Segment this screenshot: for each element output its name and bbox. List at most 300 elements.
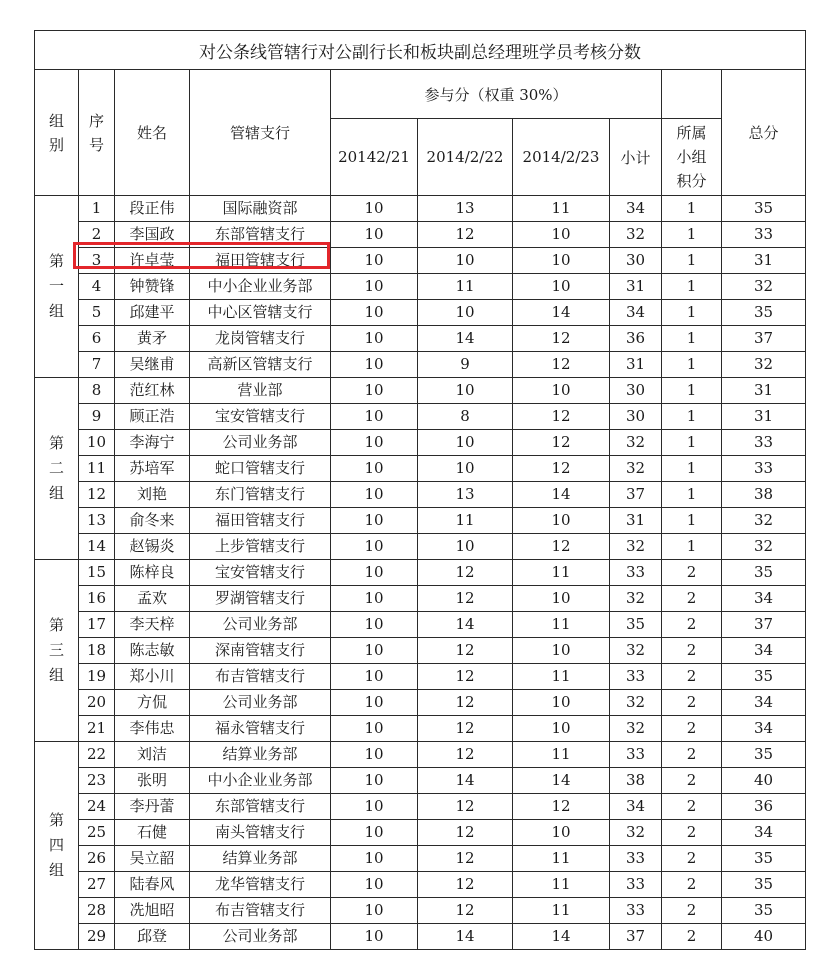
group-points-cell: 2 [662,690,722,716]
table-row [35,820,806,846]
name-cell: 钟赞锋 [115,274,190,300]
table-row [35,664,806,690]
date1-cell: 10 [331,274,418,300]
table-row [35,612,806,638]
date1-cell: 10 [331,768,418,794]
header-group-points: 所属 小组 积分 [662,119,722,196]
date2-cell: 11 [418,508,513,534]
branch-cell: 高新区管辖支行 [190,352,331,378]
subtotal-cell: 32 [610,820,662,846]
seq-cell: 9 [79,404,115,430]
table-row [35,534,806,560]
group-label: 第 二 组 [35,378,79,560]
date2-cell: 13 [418,196,513,222]
date2-cell: 10 [418,534,513,560]
seq-cell: 7 [79,352,115,378]
header-date-3: 2014/2/23 [513,119,610,196]
total-cell: 34 [722,820,806,846]
branch-cell: 布吉管辖支行 [190,664,331,690]
name-cell: 冼旭昭 [115,898,190,924]
seq-cell: 1 [79,196,115,222]
branch-cell: 中心区管辖支行 [190,300,331,326]
table-row [35,456,806,482]
date1-cell: 10 [331,924,418,950]
seq-cell: 28 [79,898,115,924]
branch-cell: 福永管辖支行 [190,716,331,742]
date2-cell: 12 [418,560,513,586]
name-cell: 邱登 [115,924,190,950]
date3-cell: 10 [513,508,610,534]
branch-cell: 罗湖管辖支行 [190,586,331,612]
branch-cell: 宝安管辖支行 [190,404,331,430]
date2-cell: 13 [418,482,513,508]
seq-cell: 14 [79,534,115,560]
table-row [35,222,806,248]
total-cell: 32 [722,508,806,534]
subtotal-cell: 32 [610,716,662,742]
date1-cell: 10 [331,534,418,560]
seq-cell: 23 [79,768,115,794]
branch-cell: 营业部 [190,378,331,404]
table-row [35,274,806,300]
total-cell: 35 [722,560,806,586]
table-row [35,586,806,612]
date2-cell: 14 [418,612,513,638]
name-cell: 顾正浩 [115,404,190,430]
date3-cell: 10 [513,820,610,846]
date1-cell: 10 [331,716,418,742]
table-row [35,872,806,898]
date2-cell: 10 [418,430,513,456]
date3-cell: 10 [513,638,610,664]
date3-cell: 14 [513,482,610,508]
name-cell: 吴继甫 [115,352,190,378]
date1-cell: 10 [331,898,418,924]
name-cell: 孟欢 [115,586,190,612]
group-points-cell: 1 [662,196,722,222]
branch-cell: 深南管辖支行 [190,638,331,664]
subtotal-cell: 33 [610,742,662,768]
date3-cell: 10 [513,716,610,742]
group-label: 第 三 组 [35,560,79,742]
seq-cell: 20 [79,690,115,716]
seq-cell: 25 [79,820,115,846]
seq-cell: 24 [79,794,115,820]
subtotal-cell: 38 [610,768,662,794]
seq-cell: 29 [79,924,115,950]
date3-cell: 11 [513,898,610,924]
seq-cell: 15 [79,560,115,586]
header-spacer [662,70,722,119]
branch-cell: 中小企业业务部 [190,274,331,300]
seq-cell: 27 [79,872,115,898]
table-row [35,300,806,326]
table-row [35,898,806,924]
table-row [35,248,806,274]
subtotal-cell: 33 [610,846,662,872]
subtotal-cell: 37 [610,924,662,950]
date1-cell: 10 [331,820,418,846]
group-points-cell: 1 [662,378,722,404]
group-points-cell: 2 [662,924,722,950]
group-points-cell: 2 [662,872,722,898]
total-cell: 33 [722,456,806,482]
date3-cell: 14 [513,924,610,950]
date2-cell: 8 [418,404,513,430]
date3-cell: 12 [513,794,610,820]
subtotal-cell: 32 [610,586,662,612]
date3-cell: 11 [513,742,610,768]
group-points-cell: 2 [662,846,722,872]
branch-cell: 东部管辖支行 [190,222,331,248]
subtotal-cell: 30 [610,404,662,430]
date2-cell: 9 [418,352,513,378]
date2-cell: 10 [418,456,513,482]
date3-cell: 12 [513,456,610,482]
date2-cell: 14 [418,768,513,794]
total-cell: 31 [722,248,806,274]
total-cell: 35 [722,872,806,898]
subtotal-cell: 31 [610,508,662,534]
name-cell: 李海宁 [115,430,190,456]
date3-cell: 14 [513,300,610,326]
name-cell: 黄矛 [115,326,190,352]
date1-cell: 10 [331,404,418,430]
date2-cell: 12 [418,742,513,768]
subtotal-cell: 33 [610,872,662,898]
date3-cell: 11 [513,664,610,690]
subtotal-cell: 35 [610,612,662,638]
group-points-cell: 2 [662,716,722,742]
date3-cell: 11 [513,846,610,872]
name-cell: 段正伟 [115,196,190,222]
total-cell: 35 [722,664,806,690]
branch-cell: 南头管辖支行 [190,820,331,846]
total-cell: 33 [722,222,806,248]
date1-cell: 10 [331,508,418,534]
date2-cell: 10 [418,378,513,404]
name-cell: 李伟忠 [115,716,190,742]
date2-cell: 10 [418,248,513,274]
table-row [35,716,806,742]
date2-cell: 12 [418,846,513,872]
date1-cell: 10 [331,612,418,638]
table-title: 对公条线管辖行对公副行长和板块副总经理班学员考核分数 [35,31,806,70]
name-cell: 陈梓良 [115,560,190,586]
total-cell: 34 [722,638,806,664]
group-points-cell: 2 [662,820,722,846]
date3-cell: 10 [513,378,610,404]
name-cell: 吴立韶 [115,846,190,872]
group-points-cell: 1 [662,274,722,300]
name-cell: 范红林 [115,378,190,404]
date1-cell: 10 [331,794,418,820]
date2-cell: 12 [418,222,513,248]
date3-cell: 11 [513,872,610,898]
branch-cell: 公司业务部 [190,924,331,950]
name-cell: 石健 [115,820,190,846]
name-cell: 赵锡炎 [115,534,190,560]
date3-cell: 12 [513,430,610,456]
group-points-cell: 1 [662,404,722,430]
name-cell: 李国政 [115,222,190,248]
group-points-cell: 2 [662,898,722,924]
seq-cell: 18 [79,638,115,664]
date1-cell: 10 [331,560,418,586]
date2-cell: 12 [418,664,513,690]
date3-cell: 10 [513,248,610,274]
group-points-cell: 1 [662,508,722,534]
group-points-cell: 1 [662,300,722,326]
subtotal-cell: 32 [610,430,662,456]
date1-cell: 10 [331,352,418,378]
branch-cell: 中小企业业务部 [190,768,331,794]
name-cell: 苏培军 [115,456,190,482]
table-body [35,196,806,950]
table-row [35,508,806,534]
subtotal-cell: 32 [610,456,662,482]
subtotal-cell: 36 [610,326,662,352]
subtotal-cell: 32 [610,690,662,716]
date1-cell: 10 [331,638,418,664]
date1-cell: 10 [331,690,418,716]
table-row [35,196,806,222]
date3-cell: 12 [513,534,610,560]
table-row [35,924,806,950]
date2-cell: 14 [418,326,513,352]
group-points-cell: 2 [662,742,722,768]
seq-cell: 16 [79,586,115,612]
date2-cell: 12 [418,690,513,716]
branch-cell: 结算业务部 [190,846,331,872]
subtotal-cell: 32 [610,638,662,664]
date3-cell: 12 [513,326,610,352]
subtotal-cell: 31 [610,352,662,378]
total-cell: 35 [722,300,806,326]
date1-cell: 10 [331,586,418,612]
total-cell: 31 [722,404,806,430]
seq-cell: 4 [79,274,115,300]
header-branch: 管辖支行 [190,70,331,196]
date3-cell: 10 [513,690,610,716]
seq-cell: 8 [79,378,115,404]
date1-cell: 10 [331,430,418,456]
date1-cell: 10 [331,222,418,248]
total-cell: 33 [722,430,806,456]
date2-cell: 12 [418,820,513,846]
group-points-cell: 2 [662,560,722,586]
name-cell: 李天梓 [115,612,190,638]
total-cell: 40 [722,768,806,794]
date2-cell: 12 [418,898,513,924]
date1-cell: 10 [331,846,418,872]
total-cell: 35 [722,196,806,222]
date1-cell: 10 [331,248,418,274]
name-cell: 刘洁 [115,742,190,768]
branch-cell: 东门管辖支行 [190,482,331,508]
date3-cell: 12 [513,352,610,378]
subtotal-cell: 34 [610,300,662,326]
seq-cell: 3 [79,248,115,274]
group-points-cell: 1 [662,352,722,378]
date3-cell: 11 [513,612,610,638]
group-points-cell: 1 [662,534,722,560]
table-row [35,326,806,352]
table-row [35,430,806,456]
date2-cell: 14 [418,924,513,950]
seq-cell: 5 [79,300,115,326]
branch-cell: 上步管辖支行 [190,534,331,560]
branch-cell: 福田管辖支行 [190,248,331,274]
subtotal-cell: 33 [610,898,662,924]
subtotal-cell: 31 [610,274,662,300]
group-points-cell: 1 [662,326,722,352]
table-row [35,560,806,586]
group-points-cell: 1 [662,222,722,248]
date2-cell: 12 [418,794,513,820]
subtotal-cell: 33 [610,664,662,690]
name-cell: 邱建平 [115,300,190,326]
name-cell: 郑小川 [115,664,190,690]
branch-cell: 龙华管辖支行 [190,872,331,898]
name-cell: 刘艳 [115,482,190,508]
date2-cell: 12 [418,716,513,742]
total-cell: 35 [722,898,806,924]
header-name: 姓名 [115,70,190,196]
date3-cell: 10 [513,274,610,300]
header-subtotal: 小计 [610,119,662,196]
header-group: 组 别 [35,70,79,196]
total-cell: 40 [722,924,806,950]
total-cell: 38 [722,482,806,508]
total-cell: 37 [722,326,806,352]
date1-cell: 10 [331,196,418,222]
date2-cell: 12 [418,638,513,664]
date3-cell: 11 [513,560,610,586]
branch-cell: 布吉管辖支行 [190,898,331,924]
date1-cell: 10 [331,378,418,404]
table-row [35,378,806,404]
branch-cell: 结算业务部 [190,742,331,768]
name-cell: 李丹蕾 [115,794,190,820]
date3-cell: 14 [513,768,610,794]
subtotal-cell: 33 [610,560,662,586]
date1-cell: 10 [331,872,418,898]
subtotal-cell: 30 [610,248,662,274]
table-row [35,638,806,664]
score-table [34,30,806,950]
branch-cell: 龙岗管辖支行 [190,326,331,352]
branch-cell: 国际融资部 [190,196,331,222]
seq-cell: 19 [79,664,115,690]
subtotal-cell: 32 [610,534,662,560]
group-points-cell: 2 [662,586,722,612]
group-label: 第 四 组 [35,742,79,950]
seq-cell: 11 [79,456,115,482]
name-cell: 张明 [115,768,190,794]
seq-cell: 17 [79,612,115,638]
date1-cell: 10 [331,664,418,690]
header-date-2: 2014/2/22 [418,119,513,196]
table-row [35,768,806,794]
total-cell: 37 [722,612,806,638]
subtotal-cell: 34 [610,196,662,222]
group-label: 第 一 组 [35,196,79,378]
table-row [35,794,806,820]
date1-cell: 10 [331,300,418,326]
date2-cell: 11 [418,274,513,300]
group-points-cell: 1 [662,482,722,508]
subtotal-cell: 34 [610,794,662,820]
name-cell: 俞冬来 [115,508,190,534]
total-cell: 32 [722,352,806,378]
branch-cell: 公司业务部 [190,612,331,638]
header-total: 总分 [722,70,806,196]
table-row [35,404,806,430]
name-cell: 方侃 [115,690,190,716]
name-cell: 许卓莹 [115,248,190,274]
seq-cell: 22 [79,742,115,768]
header-date-1: 20142/21 [331,119,418,196]
group-points-cell: 1 [662,248,722,274]
total-cell: 36 [722,794,806,820]
total-cell: 34 [722,586,806,612]
date3-cell: 10 [513,222,610,248]
table-row [35,690,806,716]
seq-cell: 13 [79,508,115,534]
group-points-cell: 2 [662,664,722,690]
date3-cell: 10 [513,586,610,612]
table-row [35,846,806,872]
subtotal-cell: 30 [610,378,662,404]
date1-cell: 10 [331,326,418,352]
group-points-cell: 2 [662,768,722,794]
total-cell: 34 [722,690,806,716]
date2-cell: 12 [418,586,513,612]
date3-cell: 12 [513,404,610,430]
table-row [35,742,806,768]
table-row [35,352,806,378]
total-cell: 32 [722,274,806,300]
branch-cell: 公司业务部 [190,690,331,716]
date2-cell: 12 [418,872,513,898]
group-points-cell: 1 [662,456,722,482]
group-points-cell: 2 [662,638,722,664]
total-cell: 31 [722,378,806,404]
total-cell: 34 [722,716,806,742]
seq-cell: 10 [79,430,115,456]
group-points-cell: 1 [662,430,722,456]
header-seq: 序 号 [79,70,115,196]
branch-cell: 宝安管辖支行 [190,560,331,586]
subtotal-cell: 32 [610,222,662,248]
name-cell: 陈志敏 [115,638,190,664]
seq-cell: 26 [79,846,115,872]
date1-cell: 10 [331,456,418,482]
seq-cell: 12 [79,482,115,508]
branch-cell: 东部管辖支行 [190,794,331,820]
table-row [35,482,806,508]
total-cell: 35 [722,846,806,872]
branch-cell: 公司业务部 [190,430,331,456]
total-cell: 32 [722,534,806,560]
seq-cell: 6 [79,326,115,352]
date1-cell: 10 [331,482,418,508]
seq-cell: 2 [79,222,115,248]
name-cell: 陆春风 [115,872,190,898]
branch-cell: 蛇口管辖支行 [190,456,331,482]
branch-cell: 福田管辖支行 [190,508,331,534]
